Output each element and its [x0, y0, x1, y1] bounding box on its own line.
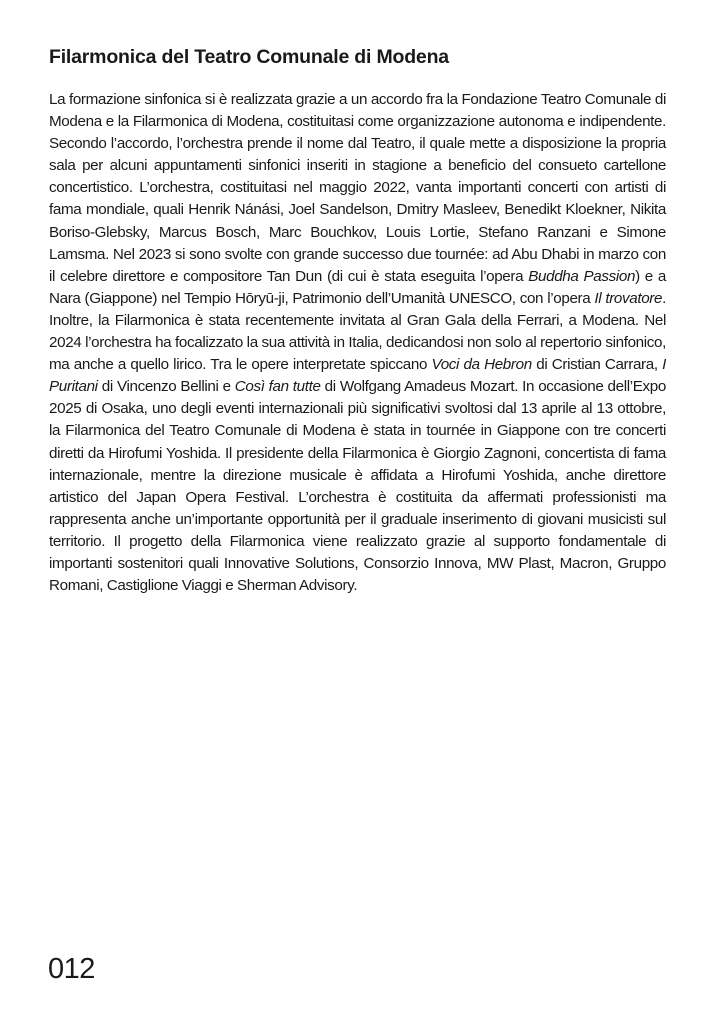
opera-title-buddha-passion: Buddha Passion	[528, 267, 636, 285]
opera-title-il-trovatore: Il trovatore	[594, 289, 663, 307]
opera-title-cosi-fan-tutte: Così fan tutte	[234, 378, 321, 396]
opera-title-i-puritani: I Puritani	[49, 356, 667, 396]
body-paragraph	[49, 89, 666, 597]
text-segment: . Inoltre, la Filarmonica è stata recentemente invitata al Gran Gala della Ferrari, a Modena. Nel 2024 l’orchestra ha focalizzato la sua attività in Italia, dedicandosi non solo al repertorio sinfonico, ma anche a quello lirico. Tra le opere interpretate spiccano	[49, 289, 666, 374]
page-number: 012	[48, 953, 95, 985]
text-segment: di Vincenzo Bellini e	[97, 378, 235, 396]
text-segment: ) e a Nara (Giappone) nel Tempio Hōryū-ji, Patrimonio dell’Umanità UNESCO, con l’opera	[49, 267, 666, 307]
page-content	[49, 44, 666, 597]
page-title: Filarmonica del Teatro Comunale di Modena	[49, 46, 449, 68]
opera-title-voci-da-hebron: Voci da Hebron	[431, 356, 532, 374]
text-segment: La formazione sinfonica si è realizzata grazie a un accordo fra la Fondazione Teatro Comunale di Modena e la Filarmonica di Modena, costituitasi come organizzazione autonoma e indipendente. Secondo l’accordo, l’orchestra prende il nome dal Teatro, il quale mette a disposizione la propria sala per alcuni appuntamenti sinfonici inseriti in stagione a beneficio del consueto cartellone concertistico. L’orchestra, costituitasi nel maggio 2022, vanta importanti concerti con artisti di fama mondiale, quali Henrik Nánási, Joel Sandelson, Dmitry Masleev, Benedikt Kloekner, Nikita Boriso-Glebsky, Marcus Bosch, Marc Bouchkov, Louis Lortie, Stefano Ranzani e Simone Lamsma. Nel 2023 si sono svolte con grande successo due tournée: ad Abu Dhabi in marzo con il celebre direttore e compositore Tan Dun (di cui è stata eseguita l’opera	[49, 91, 666, 285]
text-segment: di Wolfgang Amadeus Mozart. In occasione dell’Expo 2025 di Osaka, uno degli eventi internazionali più significativi svoltosi dal 13 aprile al 13 ottobre, la Filarmonica del Teatro Comunale di Modena è stata in tournée in Giappone con tre concerti diretti da Hirofumi Yoshida. Il presidente della Filarmonica è Giorgio Zagnoni, concertista di fama internazionale, mentre la direzione musicale è affidata a Hirofumi Yoshida, anche direttore artistico del Japan Opera Festival. L’orchestra è costituita da affermati professionisti ma rappresenta anche un’importante opportunità per il graduale inserimento di giovani musicisti sul territorio. Il progetto della Filarmonica viene realizzato grazie al supporto fondamentale di importanti sostenitori quali Innovative Solutions, Consorzio Innova, MW Plast, Macron, Gruppo Romani, Castiglione Viaggi e Sherman Advisory.	[49, 378, 666, 595]
text-segment: di Cristian Carrara,	[531, 356, 663, 374]
